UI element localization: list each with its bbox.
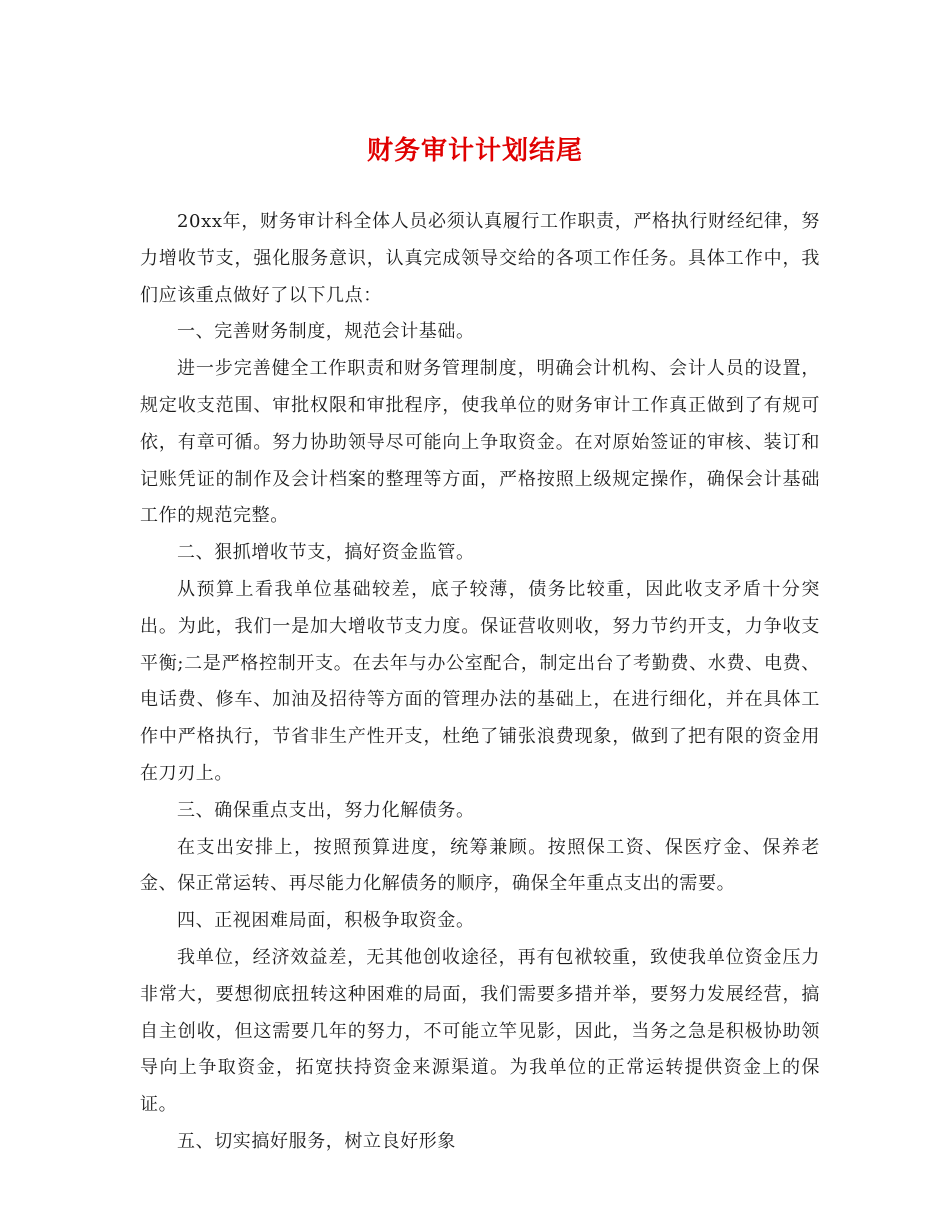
section-heading-4: 四、正视困难局面，积极争取资金。	[177, 910, 475, 932]
section-heading-3: 三、确保重点支出，努力化解债务。	[177, 799, 475, 821]
section-heading-1: 一、完善财务制度，规范会计基础。	[177, 321, 475, 343]
section-heading-2: 二、狠抓增收节支，搞好资金监管。	[177, 542, 475, 564]
section-heading-5: 五、切实搞好服务，树立良好形象	[177, 1130, 456, 1152]
paragraph-section-1: 进一步完善健全工作职责和财务管理制度，明确会计机构、会计人员的设置，规定收支范围、审批权限和审批程序，使我单位的财务审计工作真正做到了有规可依，有章可循。努力协助领导尽可能向上争取资金。在对原始签证的审核、装订和记账凭证的制作及会计档案的整理等方面，严格按照上级规定操作，确保会计基础工作的规范完整。	[140, 358, 820, 527]
paragraph-section-4: 我单位，经济效益差，无其他创收途径，再有包袱较重，致使我单位资金压力非常大，要想彻底扭转这种困难的局面，我们需要多措并举，要努力发展经营，搞自主创收，但这需要几年的努力，不可能立竿见影，因此，当务之急是积极协助领导向上争取资金，拓宽扶持资金来源渠道。为我单位的正常运转提供资金上的保证。	[140, 946, 820, 1116]
paragraph-intro: 20xx年，财务审计科全体人员必须认真履行工作职责，严格执行财经纪律，努力增收节支，强化服务意识，认真完成领导交给的各项工作任务。具体工作中，我们应该重点做好了以下几点：	[140, 211, 820, 306]
document-body	[140, 204, 820, 1161]
paragraph-section-2: 从预算上看我单位基础较差，底子较薄，债务比较重，因此收支矛盾十分突出。为此，我们一是加大增收节支力度。保证营收则收，努力节约开支，力争收支平衡;二是严格控制开支。在去年与办公室配合，制定出台了考勤费、水费、电费、电话费、修车、加油及招待等方面的管理办法的基础上，在进行细化，并在具体工作中严格执行，节省非生产性开支，杜绝了铺张浪费现象，做到了把有限的资金用在刀刃上。	[140, 578, 820, 784]
paragraph-section-3: 在支出安排上，按照预算进度，统筹兼顾。按照保工资、保医疗金、保养老金、保正常运转、再尽能力化解债务的顺序，确保全年重点支出的需要。	[140, 836, 820, 895]
document-title: 财务审计计划结尾	[366, 136, 583, 166]
